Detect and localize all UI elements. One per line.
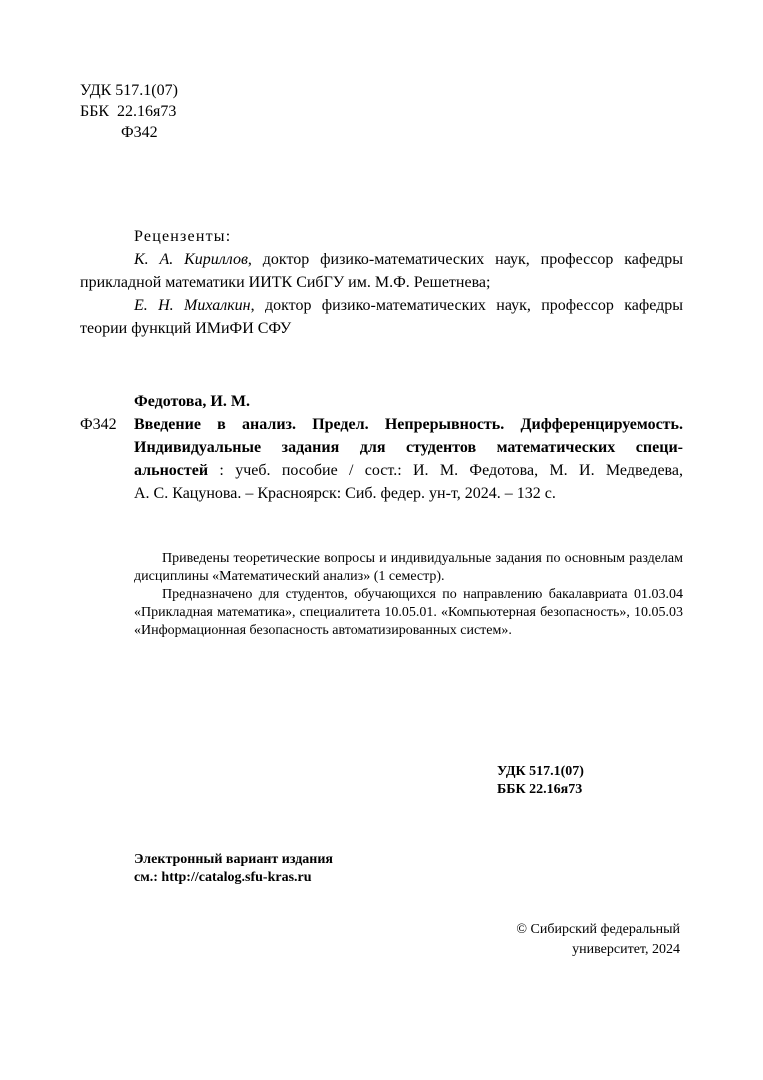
reviewer-entry xyxy=(80,248,683,294)
reviewer-name: Е. Н. Михалкин xyxy=(134,297,251,314)
reviewers-section xyxy=(80,225,683,340)
record-title-line: альностей : учеб. пособие / сост.: И. М. Федотова, М. И. Медведева, xyxy=(134,462,683,479)
author-mark: Ф342 xyxy=(121,124,158,141)
catalog-link: см.: http://catalog.sfu-kras.ru xyxy=(134,870,312,885)
udk-code: УДК 517.1(07) xyxy=(497,764,584,779)
classification-block-bottom xyxy=(497,763,584,799)
bbk-code: ББК 22.16я73 xyxy=(80,103,177,120)
record-author-mark: Ф342 xyxy=(80,416,117,433)
record-body xyxy=(80,413,683,505)
record-title-line: Введение в анализ. Предел. Непрерывность. Дифференцируемость. xyxy=(134,416,683,433)
copyright-notice xyxy=(470,920,680,960)
record-imprint-line: А. С. Кацунова. – Красноярск: Сиб. федер. ун-т, 2024. – 132 с. xyxy=(134,485,556,502)
bibliographic-record xyxy=(80,390,683,505)
annotation-paragraph: Предназначено для студентов, обучающихся по направлению бакалавриата 01.03.04 «Прикладная математика», специалитета 10.05.01. «Компьютерная безопасность», 10.05.03 «Информационная безопасность автоматизированных систем». xyxy=(134,587,683,638)
copyright-line: © Сибирский федеральный xyxy=(516,922,680,937)
udk-code: УДК 517.1(07) xyxy=(80,82,178,99)
record-title-line: Индивидуальные задания для студентов математических специ- xyxy=(134,439,683,456)
reviewers-heading: Рецензенты: xyxy=(134,228,232,245)
reviewer-entry xyxy=(80,294,683,340)
reviewer-name: К. А. Кириллов xyxy=(134,251,248,268)
electronic-version-note xyxy=(134,851,333,887)
annotation xyxy=(134,550,683,640)
annotation-paragraph: Приведены теоретические вопросы и индивидуальные задания по основным разделам дисциплины «Математический анализ» (1 семестр). xyxy=(134,551,683,584)
reviewer-description: , доктор физико-математических наук, профессор кафедры прикладной математики ИИТК СибГУ им. М.Ф. Решетнева; xyxy=(80,251,683,291)
record-author: Федотова, И. М. xyxy=(134,393,250,410)
bbk-code: ББК 22.16я73 xyxy=(497,782,583,797)
reviewer-description: , доктор физико-математических наук, профессор кафедры теории функций ИМиФИ СФУ xyxy=(80,297,683,337)
copyright-line: университет, 2024 xyxy=(572,942,680,957)
classification-block-top xyxy=(80,80,178,143)
electronic-version-label: Электронный вариант издания xyxy=(134,852,333,867)
record-text xyxy=(134,413,683,505)
